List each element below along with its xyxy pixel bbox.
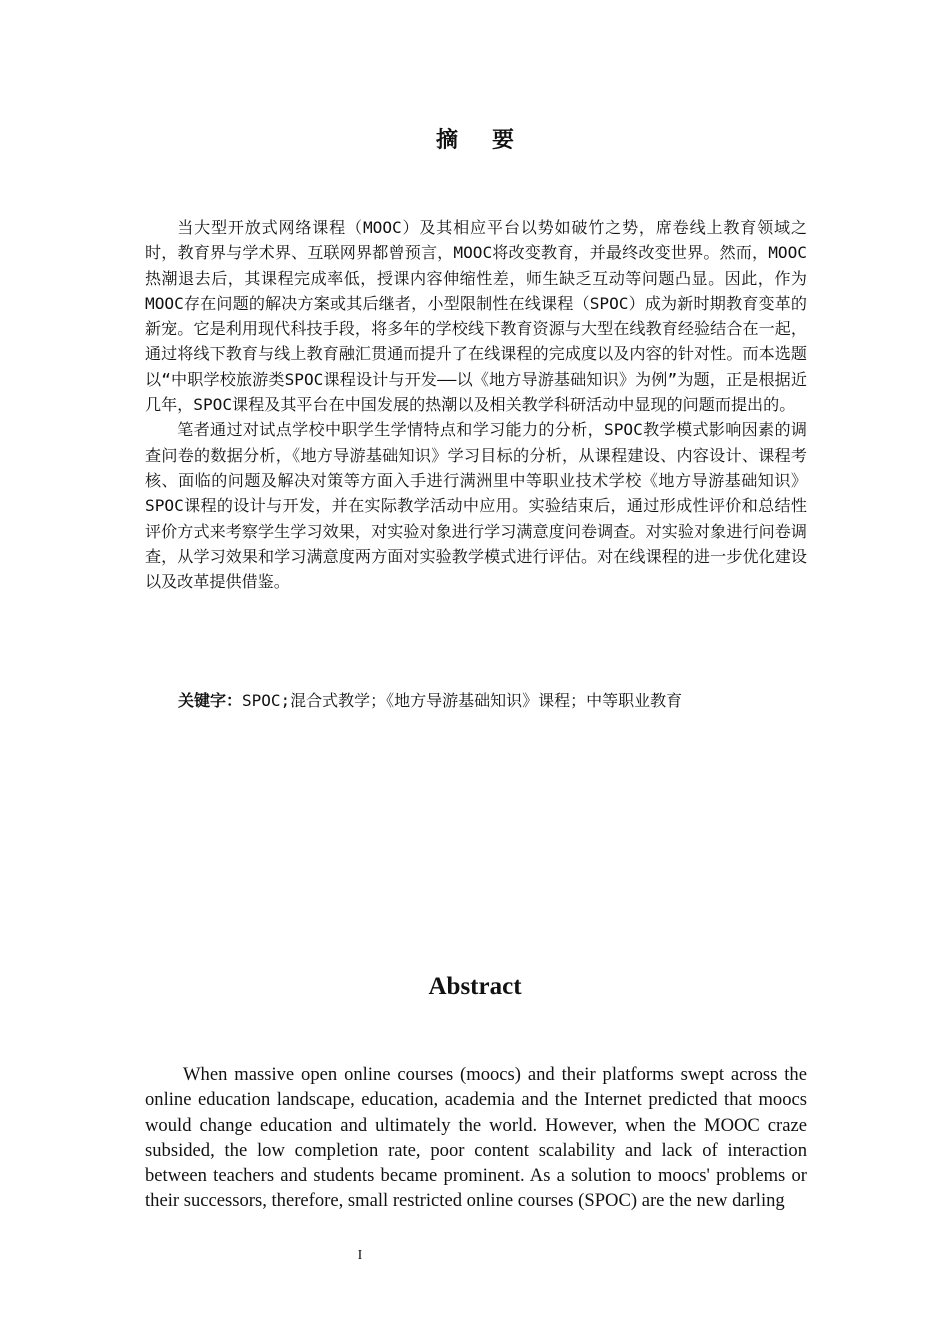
chinese-abstract-paragraph-2: 笔者通过对试点学校中职学生学情特点和学习能力的分析，SPOC教学模式影响因素的调查问卷的数据分析，《地方导游基础知识》学习目标的分析，从课程建设、内容设计、课程考核、面临的问题及解决对策等方面入手进行满洲里中等职业技术学校《地方导游基础知识》SPOC课程的设计与开发，并在实际教学活动中应用。实验结束后，通过形成性评价和总结性评价方式来考察学生学习效果，对实验对象进行学习满意度问卷调查。对实验对象进行问卷调查，从学习效果和学习满意度两方面对实验教学模式进行评估。对在线课程的进一步优化建设以及改革提供借鉴。	[145, 420, 807, 592]
chinese-abstract-paragraph-1: 当大型开放式网络课程（MOOC）及其相应平台以势如破竹之势，席卷线上教育领域之时，教育界与学术界、互联网界都曾预言，MOOC将改变教育，并最终改变世界。然而，MOOC热潮退去后，其课程完成率低，授课内容伸缩性差，师生缺乏互动等问题凸显。因此，作为MOOC存在问题的解决方案或其后继者，小型限制性在线课程（SPOC）成为新时期教育变革的新宠。它是利用现代科技手段，将多年的学校线下教育资源与大型在线教育经验结合在一起，通过将线下教育与线上教育融汇贯通而提升了在线课程的完成度以及内容的针对性。而本选题以“中职学校旅游类SPOC课程设计与开发——以《地方导游基础知识》为例”为题，正是根据近几年，SPOC课程及其平台在中国发展的热潮以及相关教学科研活动中显现的问题而提出的。	[145, 218, 807, 415]
keywords-text: SPOC;混合式教学；《地方导游基础知识》课程；中等职业教育	[242, 691, 683, 710]
keywords-label: 关键字：	[178, 691, 243, 710]
page-number: I	[357, 1248, 363, 1263]
chinese-abstract-body	[145, 215, 807, 594]
chinese-keywords-line	[178, 688, 818, 714]
english-abstract-paragraph-1: When massive open online courses (moocs) and their platforms swept across the online education landscape, education, academia and the Internet predicted that moocs would change education and ultimately the world. However, when the MOOC craze subsided, the low completion rate, poor content scalability and lack of interaction between teachers and students became prominent. As a solution to moocs' problems or their successors, therefore, small restricted online courses (SPOC) are the new darling	[145, 1064, 807, 1212]
english-abstract-title: Abstract	[428, 973, 522, 1000]
chinese-abstract-title: 摘要	[435, 128, 548, 153]
english-abstract-body	[145, 1062, 807, 1214]
